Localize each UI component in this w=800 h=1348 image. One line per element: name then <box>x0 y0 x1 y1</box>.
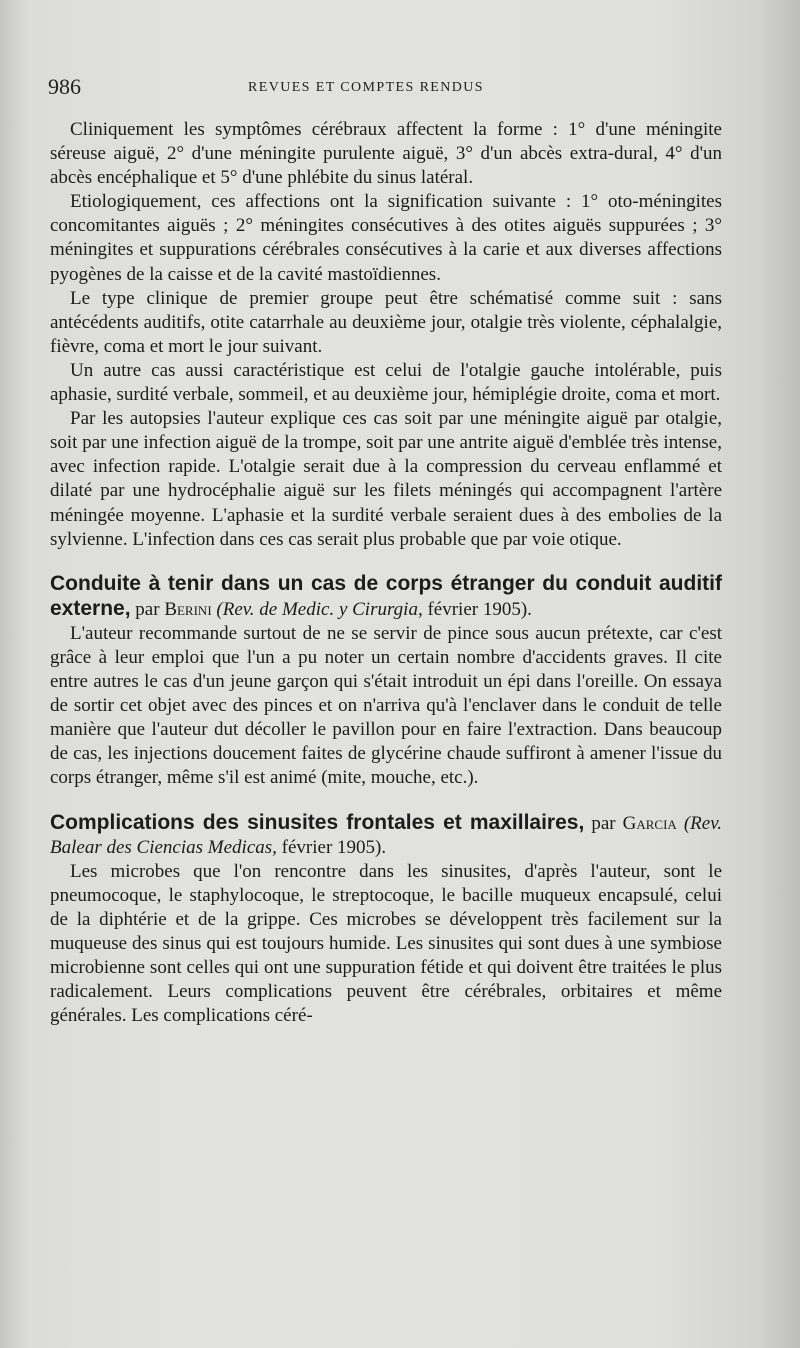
by-word: par <box>584 812 623 834</box>
paragraph: Etiologiquement, ces affections ont la signification suivante : 1° oto-méningites concomitantes aiguës ; 2° méningites consécutives à des otites aiguës suppurées ; 3° méningites et suppurations cérébrales consécutives à la carie et aux diverses affections pyogènes de la caisse et de la cavité mastoïdiennes. <box>50 191 722 285</box>
article-title: Complications des sinusites frontales et maxillaires, <box>50 810 585 834</box>
journal-reference: (Rev. Balear des Ciencias Medicas, <box>50 812 722 858</box>
article-body: L'auteur recommande surtout de ne se servir de pince sous aucun prétexte, car c'est grâce à leur emploi que l'un a pu noter un certain nombre d'accidents graves. Il cite entre autres le cas d'un jeune garçon qui s'était introduit un épi dans l'oreille. On essaya de sortir cet objet avec des pinces et on n'arriva qu'à l'enclaver dans le conduit de telle manière que l'auteur dut décoller le pavillon pour en faire l'extraction. Dans beaucoup de cas, les injections doucement faites de glycérine chaude suffiront à amener l'issue du corps étranger, même s'il est animé (mite, mouche, etc.). <box>50 622 722 789</box>
article-body: Les microbes que l'on rencontre dans les sinusites, d'après l'auteur, sont le pneumocoque, le staphylocoque, le streptocoque, le bacille muqueux encapsulé, celui de la diphtérie et de la grippe. Ces microbes se développent très facilement sur la muqueuse des sinus qui est toujours humide. Les sinusites qui sont dues à une symbiose microbienne sont celles qui ont une suppuration fétide et qui doivent être traitées le plus radicalement. Leurs complications peuvent être cérébrales, orbitaires et même générales. Les complications céré- <box>50 860 722 1027</box>
paragraph: Cliniquement les symptômes cérébraux affectent la forme : 1° d'une méningite séreuse aiguë, 2° d'une méningite purulente aiguë, 3° d'un abcès extra-dural, 4° d'un abcès encéphalique et 5° d'une phlébite du sinus latéral. <box>50 119 722 189</box>
article-heading <box>50 811 722 860</box>
paragraph: Le type clinique de premier groupe peut être schématisé comme suit : sans antécédents auditifs, otite catarrhale au deuxième jour, otalgie très violente, céphalalgie, fièvre, coma et mort le jour suivant. <box>50 287 722 357</box>
paragraph: Par les autopsies l'auteur explique ces cas soit par une méningite aiguë par otalgie, soit par une infection aiguë de la trompe, soit par une antrite aiguë d'emblée très intense, avec infection rapide. L'otalgie serait due à la compression du cerveau enflammé et dilaté par une hydrocéphalie aiguë sur les filets méningés qui accompagnent l'artère méningée moyenne. L'aphasie et la surdité verbale seraient dues à des embolies de la sylvienne. L'infection dans ces cas serait plus probable que par voie otique. <box>50 408 722 550</box>
article-title: Conduite à tenir dans un cas de corps étranger du conduit auditif externe, <box>50 571 722 620</box>
separator <box>677 813 684 834</box>
article-heading <box>50 572 722 622</box>
page-content <box>50 118 722 1028</box>
publication-date: février 1905). <box>276 836 387 858</box>
paragraph: Un autre cas aussi caractéristique est celui de l'otalgie gauche intolérable, puis aphasie, surdité verbale, sommeil, et au deuxième jour, hémiplégie droite, coma et mort. <box>50 359 722 406</box>
article-sinusites <box>50 811 722 1029</box>
publication-date: février 1905). <box>422 598 532 620</box>
author-name: Garcia <box>622 812 677 834</box>
running-title: REVUES ET COMPTES RENDUS <box>248 80 484 95</box>
author-name: Berini <box>164 598 212 620</box>
page-header <box>48 74 728 104</box>
page-number: 986 <box>48 74 81 99</box>
by-word: par <box>130 598 165 620</box>
article-corps-etranger <box>50 572 722 791</box>
journal-reference: (Rev. de Medic. y Cirurgia, <box>216 598 423 620</box>
